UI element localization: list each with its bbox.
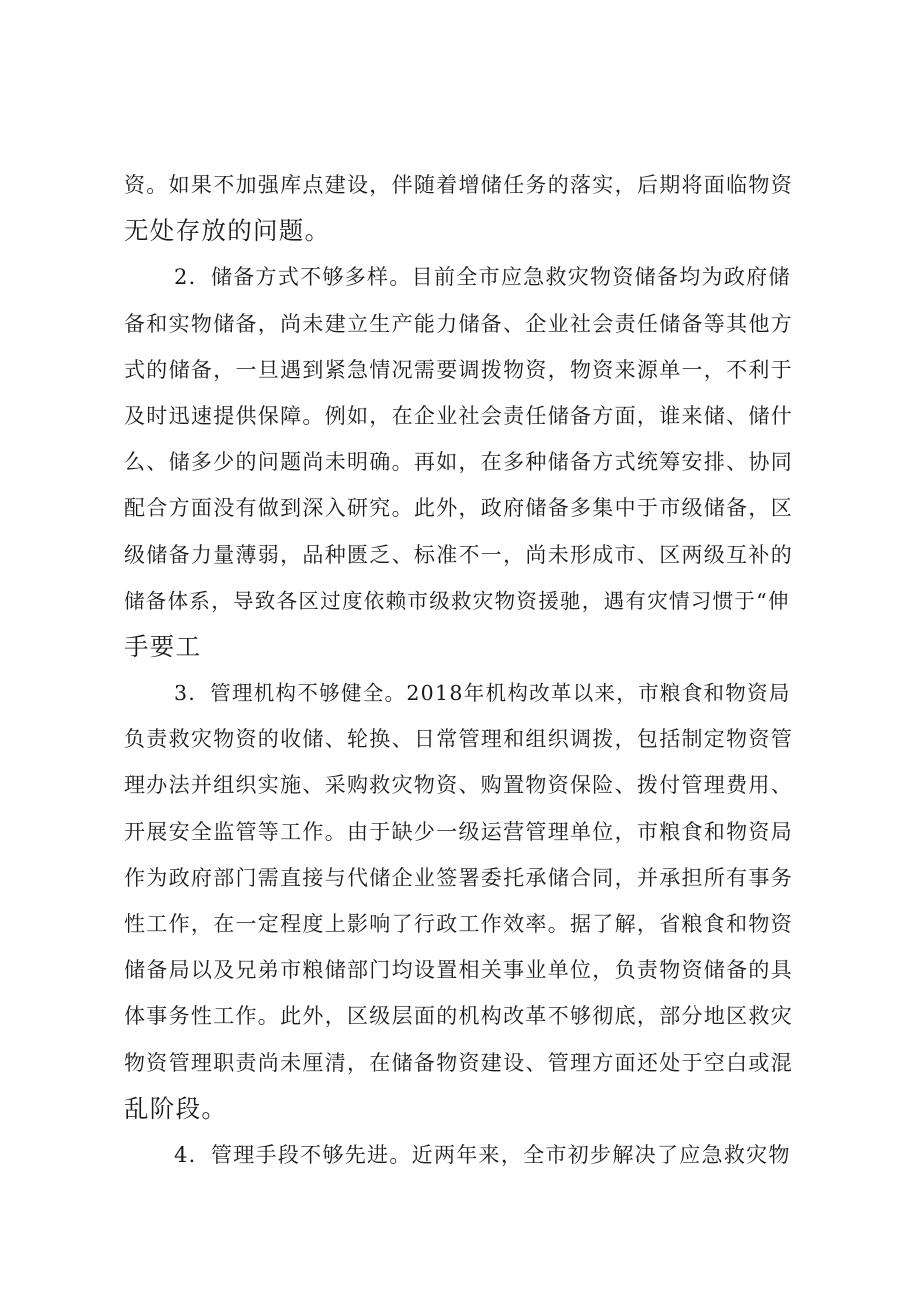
- paragraph-storage-methods: [124, 254, 804, 670]
- document-body: [124, 162, 804, 1178]
- text-line: 物资管理职责尚未厘清，在储备物资建设、管理方面还处于空白或混: [124, 1050, 793, 1075]
- text-line: 作为政府部门需直接与代储企业签署委托承储合同，并承担所有事务: [124, 865, 793, 890]
- text-line: 式的储备，一旦遇到紧急情况需要调拨物资，物资来源单一，不利于: [124, 357, 793, 382]
- text-line: 及时迅速提供保障。例如，在企业社会责任储备方面，谁来储、储什: [124, 403, 793, 428]
- text-line: 理办法并组织实施、采购救灾物资、购置物资保险、拨付管理费用、: [124, 773, 793, 798]
- text-line: 无处存放的问题。: [124, 216, 331, 246]
- text-line: 性工作，在一定程度上影响了行政工作效率。据了解，省粮食和物资: [124, 912, 793, 936]
- text-line: 负责救灾物资的收储、轮换、日常管理和组织调拨，包括制定物资管: [124, 727, 793, 752]
- text-line: 储备局以及兄弟市粮储部门均设置相关事业单位，负责物资储备的具: [124, 958, 793, 983]
- text-line: 3．管理机构不够健全。2018年机构改革以来，市粮食和物资局: [174, 681, 791, 706]
- text-line: 开展安全监管等工作。由于缺少一级运营管理单位，市粮食和物资局: [124, 819, 793, 844]
- text-line: 么、储多少的问题尚未明确。再如，在多种储备方式统筹安排、协同: [124, 450, 793, 475]
- text-line: 4．管理手段不够先进。近两年来，全市初步解决了应急救灾物: [174, 1142, 791, 1167]
- text-line: 资。如果不加强库点建设，伴随着增储任务的落实，后期将面临物资: [124, 173, 793, 197]
- paragraph-continuation: [124, 162, 804, 254]
- text-line: 储备体系，导致各区过度依赖市级救灾物资援驰，遇有灾情习惯于“伸: [124, 588, 790, 613]
- text-line: 级储备力量薄弱，品种匮乏、标准不一，尚未形成市、区两级互补的: [124, 542, 793, 567]
- text-line: 手要工: [124, 631, 202, 661]
- paragraph-management-means: [124, 1132, 804, 1178]
- paragraph-management-agencies: [124, 670, 804, 1132]
- text-line: 体事务性工作。此外，区级层面的机构改革不够彻底，部分地区救灾: [124, 1004, 793, 1029]
- text-line: 乱阶段。: [124, 1093, 228, 1123]
- text-line: 配合方面没有做到深入研究。此外，政府储备多集中于市级储备，区: [124, 496, 793, 521]
- text-line: 备和实物储备，尚未建立生产能力储备、企业社会责任储备等其他方: [124, 311, 793, 336]
- text-line: 2．储备方式不够多样。目前全市应急救灾物资储备均为政府储: [174, 265, 791, 290]
